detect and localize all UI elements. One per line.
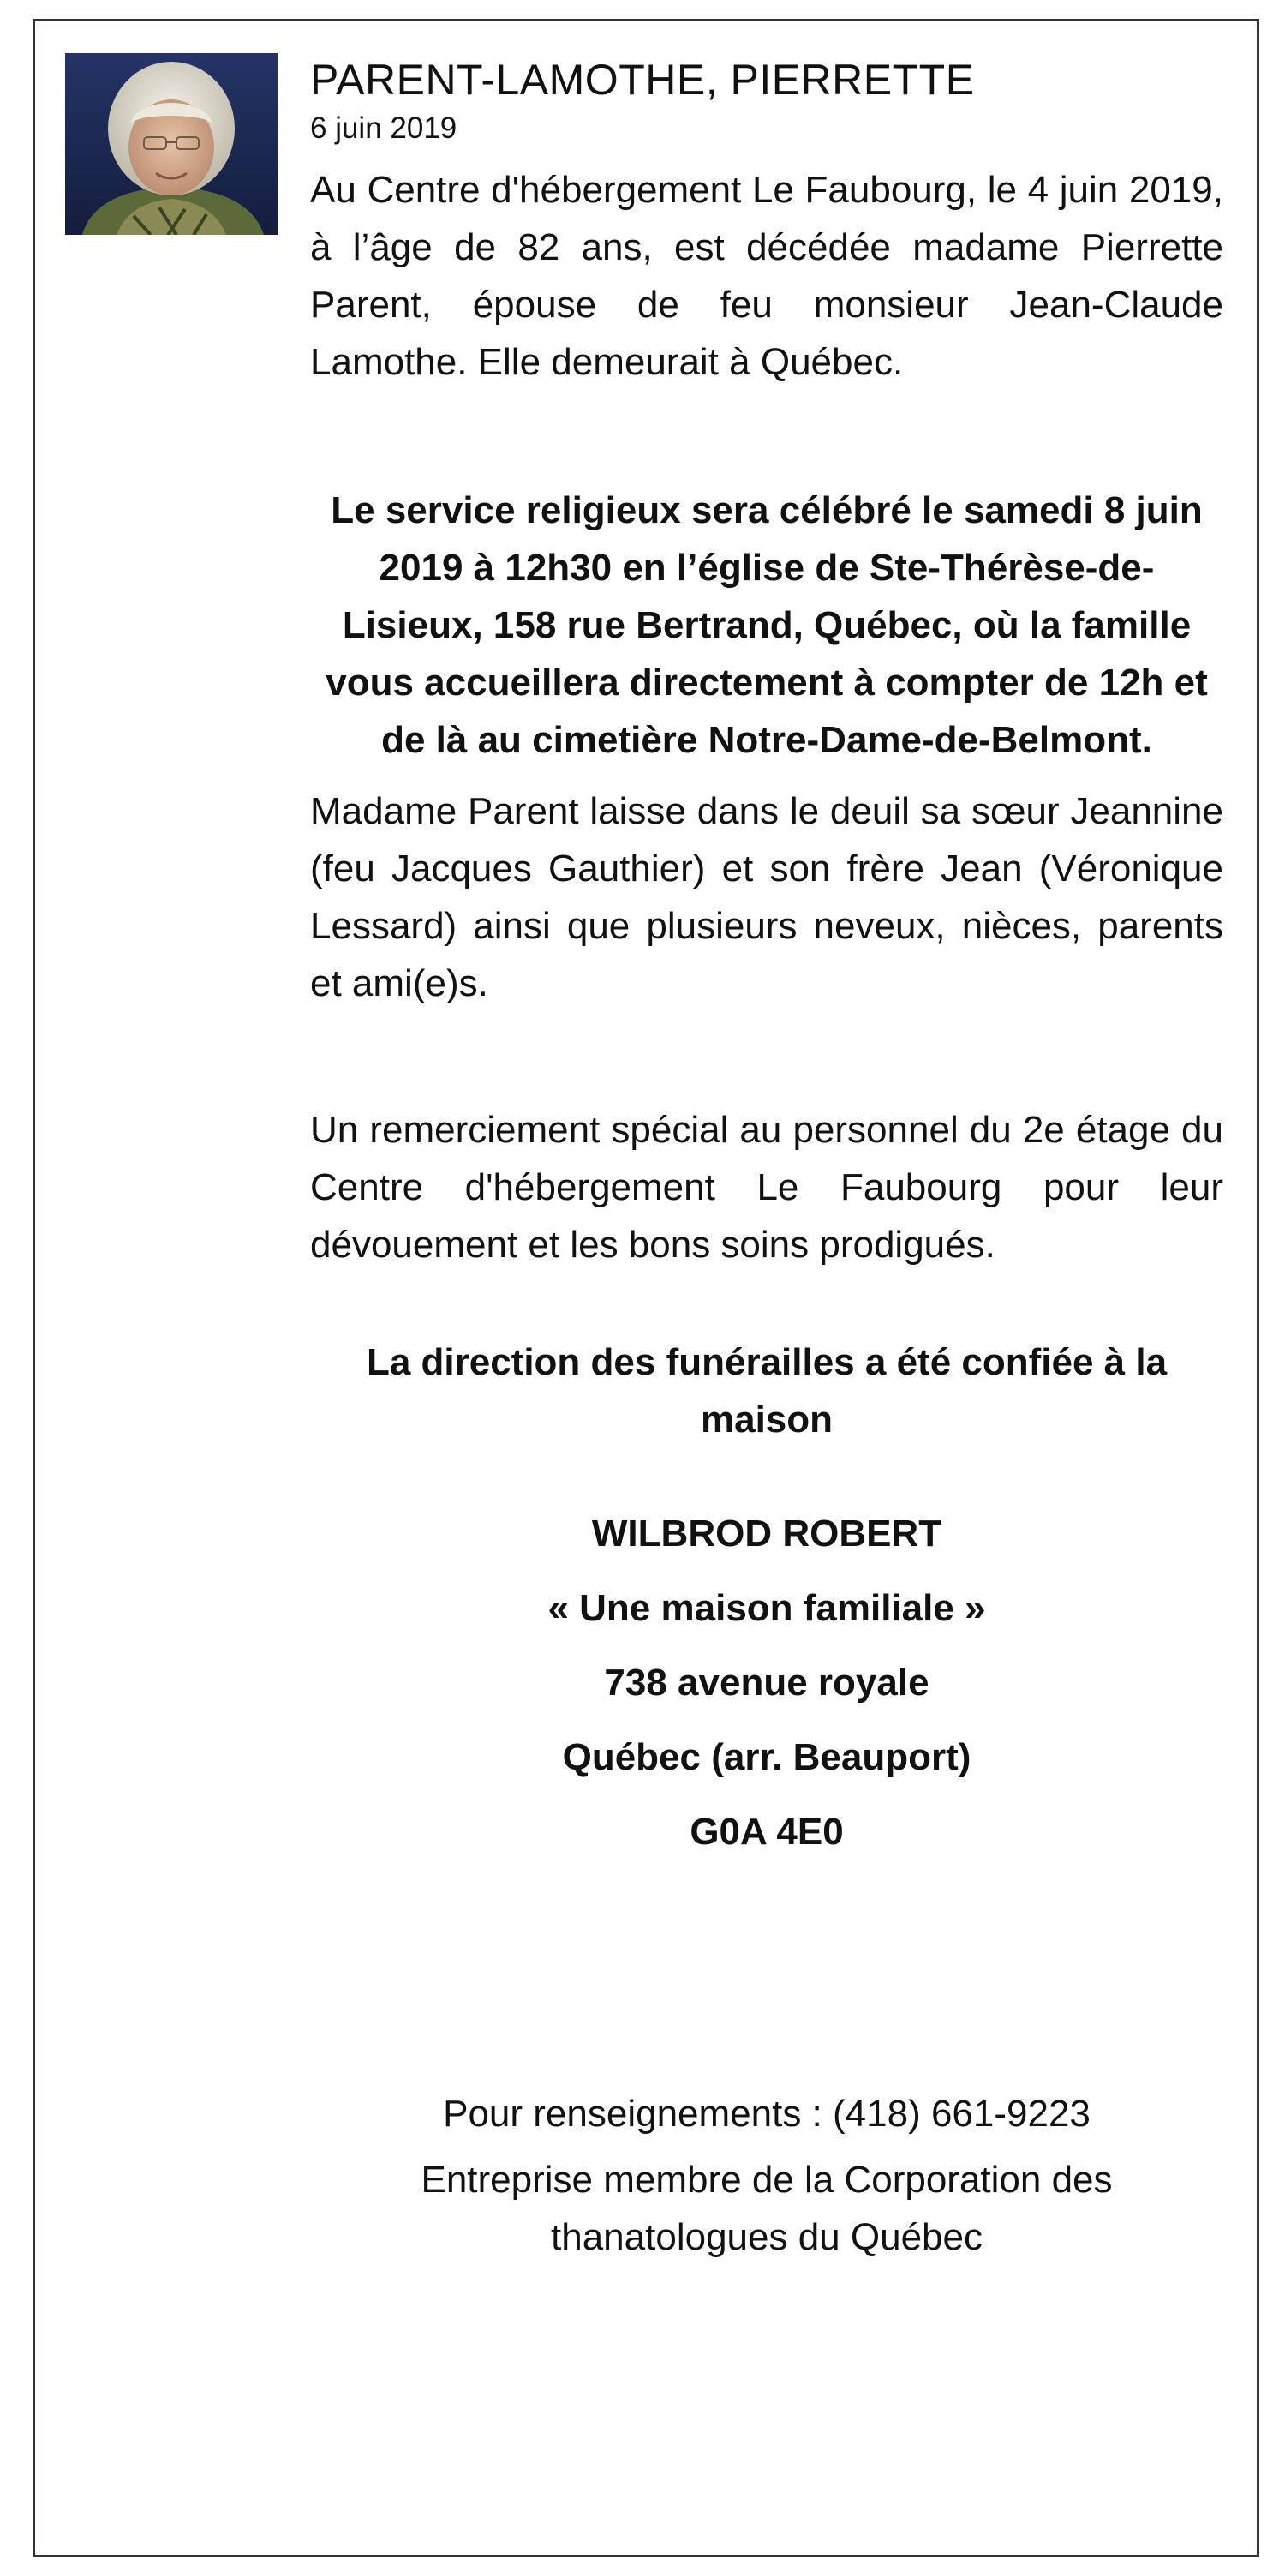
- death-announcement: Au Centre d'hébergement Le Faubourg, le 4 juin 2019, à l’âge de 82 ans, est décédée madame Pierrette Parent, épouse de feu monsieur Jean-Claude Lamothe. Elle demeurait à Québec.: [310, 169, 1223, 383]
- survivors-text: Madame Parent laisse dans le deuil sa sœur Jeannine (feu Jacques Gauthier) et son frère Jean (Véronique Lessard) ainsi que plusieurs neveux, nièces, parents et ami(e)s.: [310, 790, 1223, 1004]
- service-details: Le service religieux sera célébré le samedi 8 juin 2019 à 12h30 en l’église de Ste-Thérèse-de-Lisieux, 158 rue Bertrand, Québec, où la famille vous accueillera directement à compter de 12h et de là au cimetière Notre-Dame-de-Belmont.: [326, 489, 1208, 761]
- publication-date: 6 juin 2019: [310, 111, 457, 145]
- funeral-home-postal-code: G0A 4E0: [690, 1811, 844, 1853]
- funeral-home-city: Québec (arr. Beauport): [562, 1736, 971, 1778]
- funeral-home-slogan: « Une maison familiale »: [547, 1587, 986, 1629]
- funeral-home-block: [310, 1505, 1223, 1860]
- thanks-text: Un remerciement spécial au personnel du 2e étage du Centre d'hébergement Le Faubourg pour leur dévouement et les bons soins prodigués.: [310, 1109, 1223, 1266]
- funeral-home-name: WILBROD ROBERT: [591, 1513, 942, 1555]
- contact-info: Pour renseignements : (418) 661-9223: [443, 2093, 1091, 2135]
- portrait-photo: [65, 53, 278, 235]
- funeral-direction-text: La direction des funérailles a été confiée à la maison: [366, 1341, 1168, 1441]
- membership-text: Entreprise membre de la Corporation des thanatologues du Québec: [421, 2159, 1113, 2258]
- obituary-content: [310, 50, 1223, 2266]
- funeral-home-street: 738 avenue royale: [604, 1662, 929, 1704]
- deceased-name: PARENT-LAMOTHE, PIERRETTE: [310, 56, 975, 104]
